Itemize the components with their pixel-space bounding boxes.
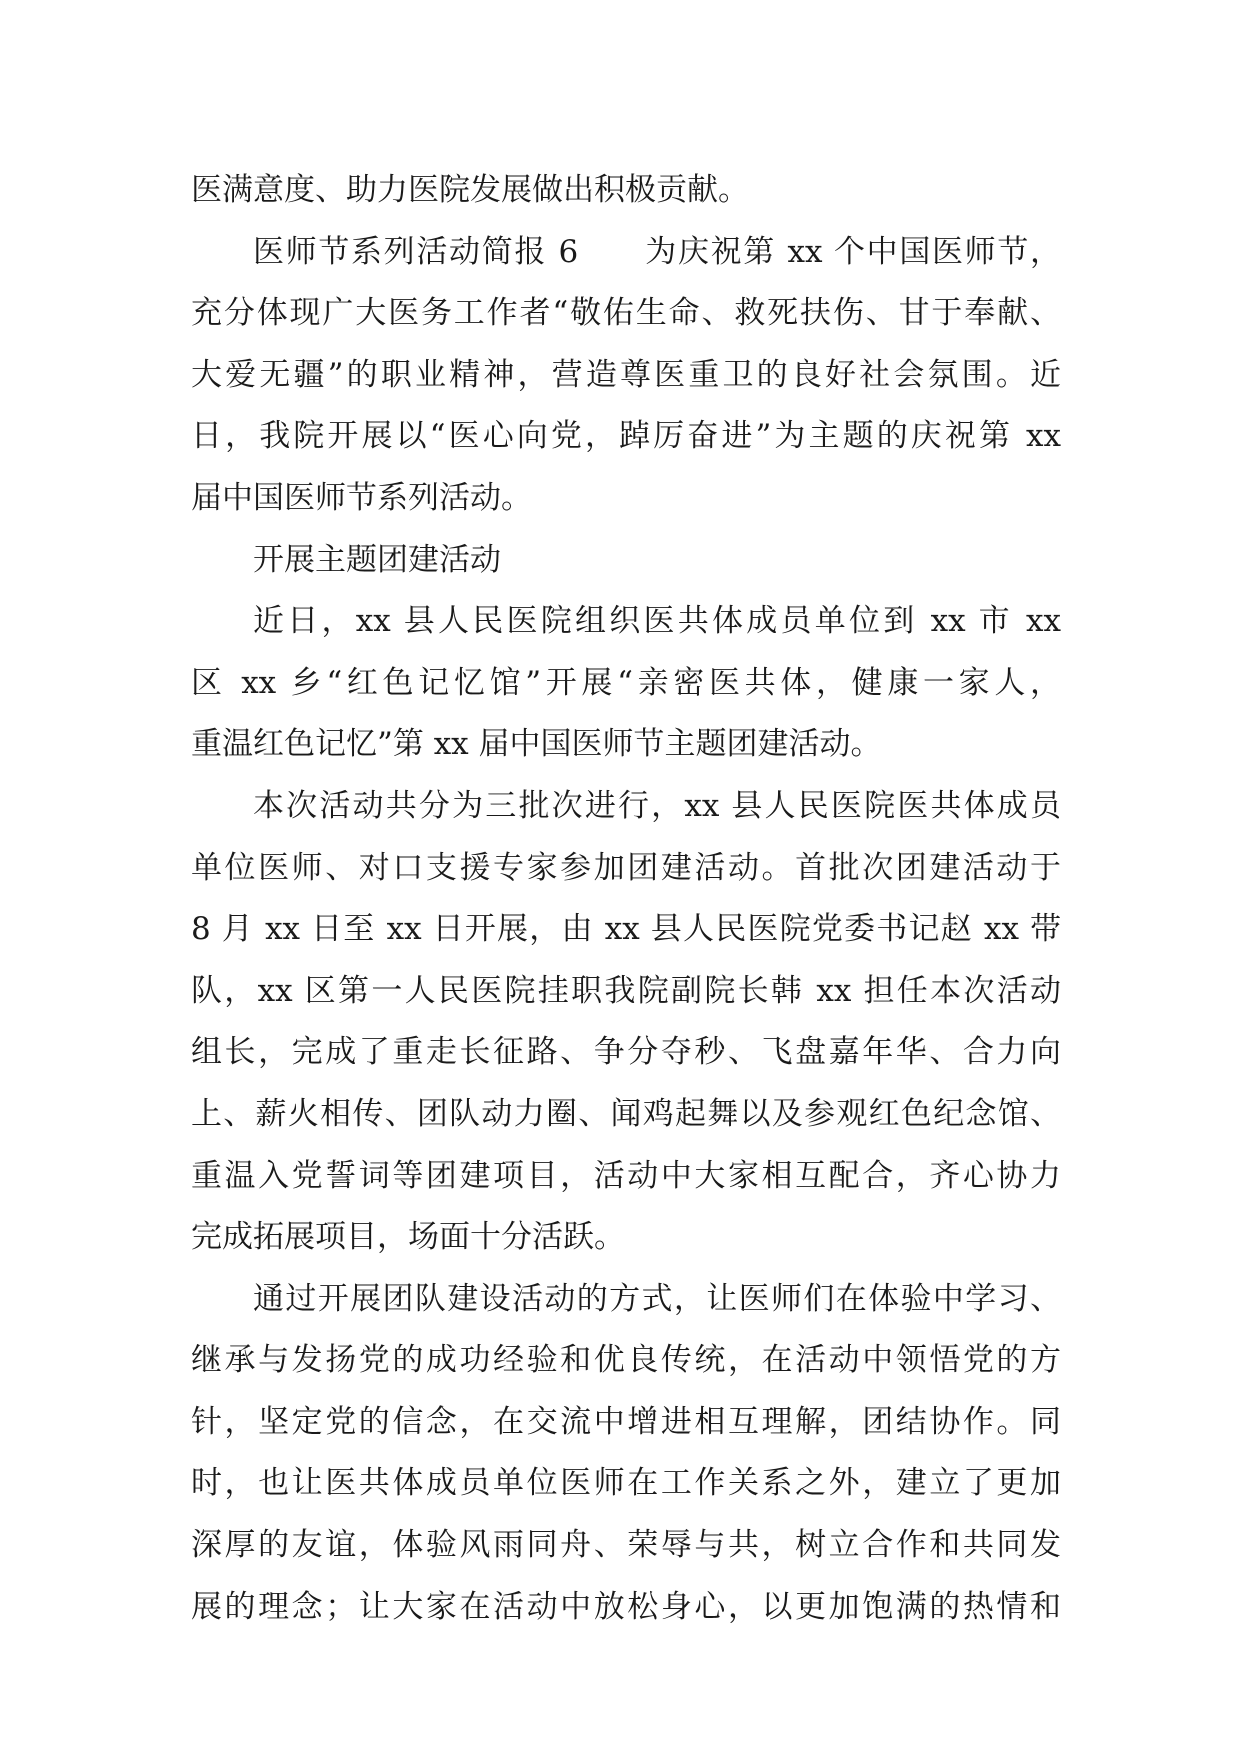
body-text xyxy=(191,160,1061,1638)
text-line-22: 时，也让医共体成员单位医师在工作关系之外，建立了更加 xyxy=(191,1465,1061,1502)
text-line-13: 8 月 xx 日至 xx 日开展，由 xx 县人民医院党委书记赵 xx 带 xyxy=(191,911,1061,948)
text-line-4: 大爱无疆”的职业精神，营造尊医重卫的良好社会氛围。近 xyxy=(191,356,1061,393)
text-line-19: 通过开展团队建设活动的方式，让医师们在体验中学习、 xyxy=(253,1280,1061,1317)
text-line-12: 单位医师、对口支援专家参加团建活动。首批次团建活动于 xyxy=(191,849,1061,886)
text-line-21: 针，坚定党的信念，在交流中增进相互理解，团结协作。同 xyxy=(191,1403,1061,1440)
text-line-2: 医师节系列活动简报 6 为庆祝第 xx 个中国医师节， xyxy=(253,233,1061,270)
text-line-15: 组长，完成了重走长征路、争分夺秒、飞盘嘉年华、合力向 xyxy=(191,1034,1061,1071)
text-line-5: 日，我院开展以“医心向党，踔厉奋进”为主题的庆祝第 xx xyxy=(191,418,1061,455)
text-line-17: 重温入党誓词等团建项目，活动中大家相互配合，齐心协力 xyxy=(191,1157,1061,1194)
text-line-14: 队，xx 区第一人民医院挂职我院副院长韩 xx 担任本次活动 xyxy=(191,972,1061,1009)
text-line-1: 医满意度、助力医院发展做出积极贡献。 xyxy=(191,172,749,208)
text-line-23: 深厚的友谊，体验风雨同舟、荣辱与共，树立合作和共同发 xyxy=(191,1527,1061,1564)
text-line-3: 充分体现广大医务工作者“敬佑生命、救死扶伤、甘于奉献、 xyxy=(191,295,1061,332)
text-line-11: 本次活动共分为三批次进行，xx 县人民医院医共体成员 xyxy=(253,787,1061,824)
text-line-8: 近日，xx 县人民医院组织医共体成员单位到 xx 市 xx xyxy=(253,603,1061,640)
text-line-16: 上、薪火相传、团队动力圈、闻鸡起舞以及参观红色纪念馆、 xyxy=(191,1095,1061,1132)
text-line-20: 继承与发扬党的成功经验和优良传统，在活动中领悟党的方 xyxy=(191,1342,1061,1379)
text-line-9: 区 xx 乡“红色记忆馆”开展“亲密医共体，健康一家人， xyxy=(191,664,1061,701)
text-line-18: 完成拓展项目，场面十分活跃。 xyxy=(191,1219,625,1256)
text-line-24: 展的理念；让大家在活动中放松身心，以更加饱满的热情和 xyxy=(191,1588,1061,1625)
section-heading: 开展主题团建活动 xyxy=(253,541,501,578)
text-line-10: 重温红色记忆”第 xx 届中国医师节主题团建活动。 xyxy=(191,726,882,763)
text-line-6: 届中国医师节系列活动。 xyxy=(191,479,532,516)
